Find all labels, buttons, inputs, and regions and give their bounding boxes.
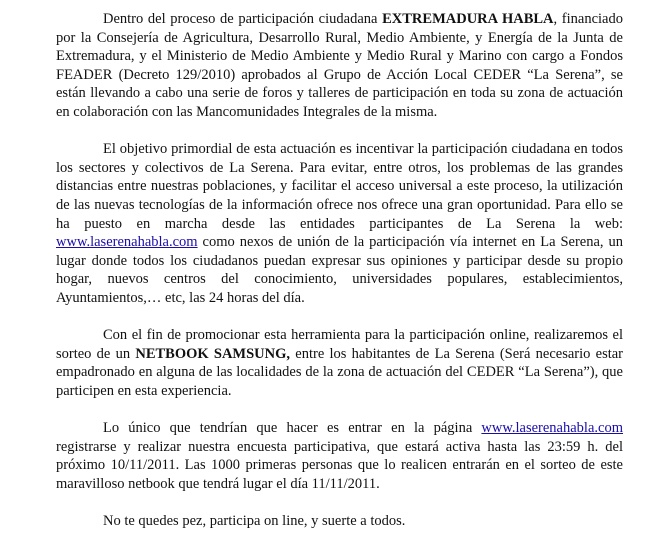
program-name-bold: EXTREMADURA HABLA: [382, 11, 554, 27]
paragraph-intro-text-b: , financiado por la Consejería de Agricultura, Desarrollo Rural, Medio Ambiente, y Energía de la Junta de Extremadura, y el Ministerio de Medio Ambiente y Medio Rural y Marino con cargo a Fondos FEADER (Decreto 129/2010) aprobados al Grupo de Acción Local CEDER “La Serena”, se están llevando a cabo una serie de foros y talleres de participación en toda su zona de actuación en colaboración con las Mancomunidades Integrales de la misma.: [56, 11, 623, 120]
prize-name-bold: NETBOOK SAMSUNG,: [135, 345, 291, 362]
paragraph-raffle-text-a: Con el fin de promocionar esta herramienta para la participación online, realizaremos el sorteo de un: [56, 327, 623, 362]
paragraph-closing: [56, 512, 623, 531]
paragraph-instructions-text-a: Lo único que tendrían que hacer es entrar en la página: [103, 420, 482, 437]
document-body: [56, 10, 623, 531]
website-link[interactable]: www.laserenahabla.com: [56, 234, 198, 251]
paragraph-closing-text: No te quedes pez, participa on line, y suerte a todos.: [103, 513, 406, 530]
paragraph-raffle-text-b: entre los habitantes de La Serena (Será necesario estar empadronado en alguna de las localidades de la zona de actuación del CEDER “La Serena”), que participen en esta experiencia.: [56, 345, 624, 399]
paragraph-raffle: [56, 326, 623, 400]
paragraph-objective-text-b: como nexos de unión de la participación vía internet en La Serena, un lugar donde todos los ciudadanos puedan expresar sus opiniones y participar desde su propio hogar, nuevos centros del conocimiento, universidades populares, establecimientos, Ayuntamientos,… etc, las 24 horas del día.: [56, 234, 623, 306]
paragraph-objective-text-a: El objetivo primordial de esta actuación es incentivar la participación ciudadana en todos los sectores y colectivos de La Serena. Para evitar, entre otros, los problemas de las grandes distancias entre nuestras poblaciones, y facilitar el acceso universal a este proceso, la utilización de las nuevas tecnologías de la información ofrece nos ofrece una gran oportunidad. Para ello se ha puesto en marcha desde las entidades participantes de La Serena la web:: [56, 141, 623, 232]
paragraph-intro-text-a: Dentro del proceso de participación ciudadana: [103, 11, 383, 27]
website-link-2[interactable]: www.laserenahabla.com: [481, 420, 623, 437]
paragraph-objective: [56, 140, 623, 307]
paragraph-instructions-text-b: registrarse y realizar nuestra encuesta participativa, que estará activa hasta las 23:59 h. del próximo 10/11/2011. Las 1000 primeras personas que lo realicen entrarán en el sorteo de este maravilloso netbook que tendrá lugar el día 11/11/2011.: [56, 438, 623, 492]
paragraph-instructions: [56, 419, 623, 493]
paragraph-intro: [56, 10, 623, 122]
